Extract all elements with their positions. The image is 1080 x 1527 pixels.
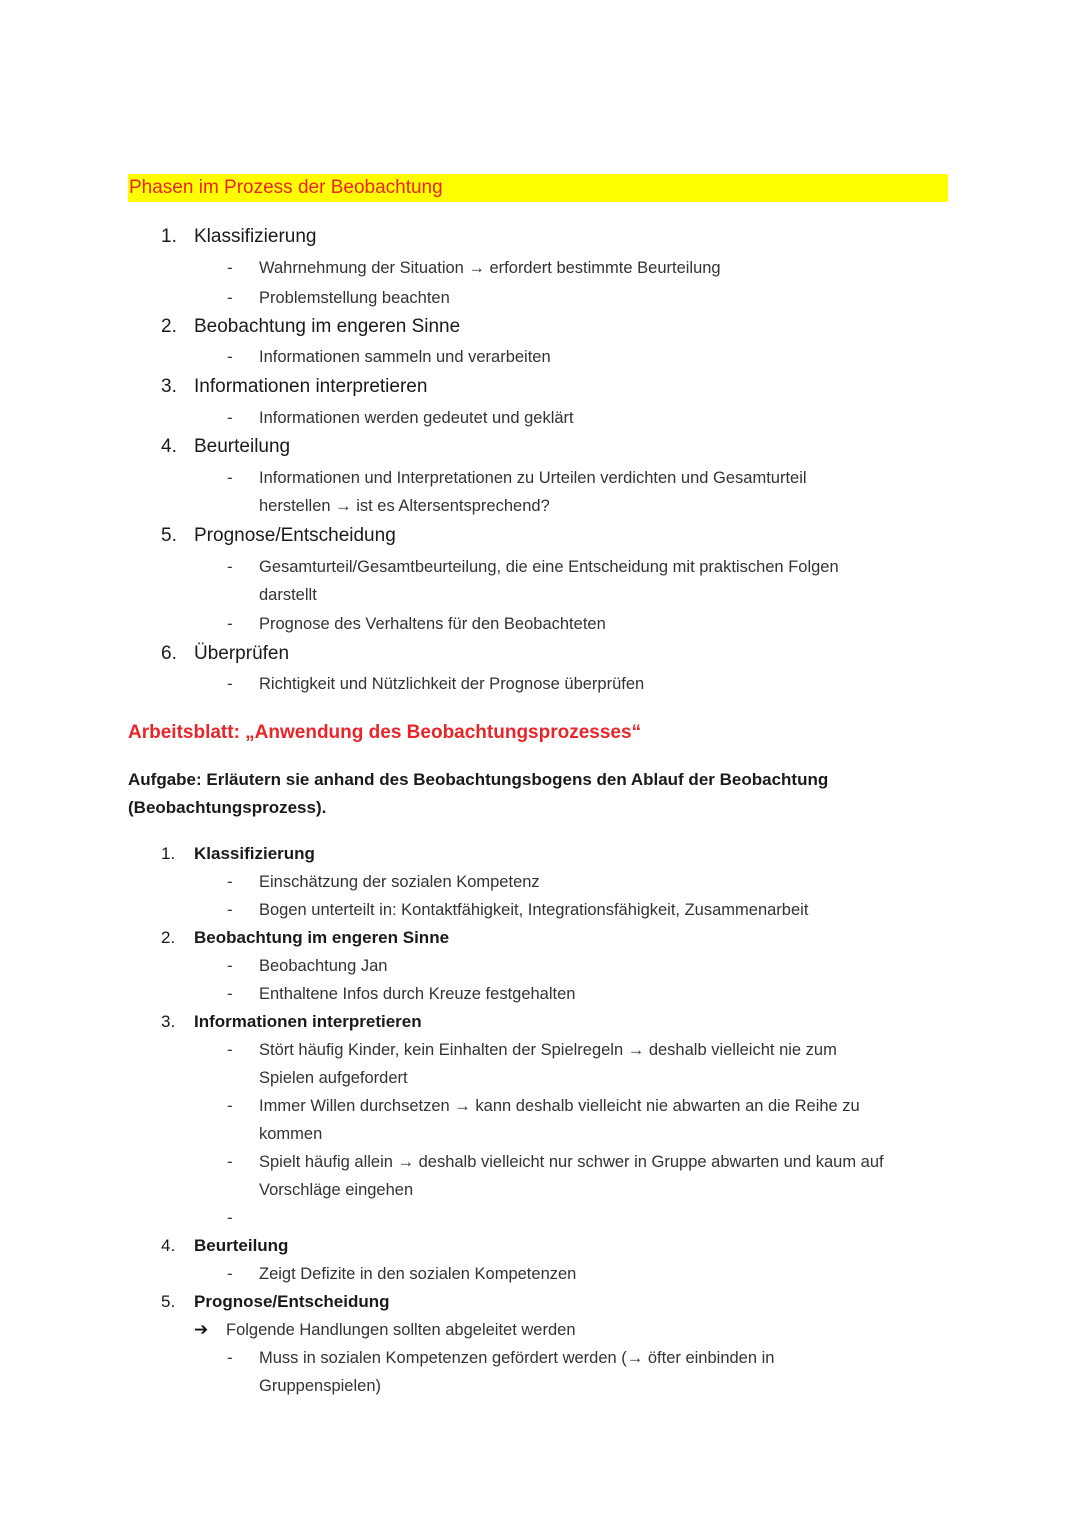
phase-number: 2. xyxy=(161,316,177,337)
list-item-text: Spielt häufig allein → deshalb vielleicht nur schwer in Gruppe abwarten und kaum auf xyxy=(259,1153,884,1171)
phase-title: Prognose/Entscheidung xyxy=(194,525,396,546)
section-heading-phases: Phasen im Prozess der Beobachtung xyxy=(128,174,948,202)
list-item-text: Beobachtung Jan xyxy=(259,957,388,975)
list-item-text: Informationen und Interpretationen zu Urteilen verdichten und Gesamturteil xyxy=(259,469,807,487)
list-item-text: Spielen aufgefordert xyxy=(259,1069,408,1087)
list-item-text: Informationen sammeln und verarbeiten xyxy=(259,348,551,366)
list-item-text: Problemstellung beachten xyxy=(259,289,450,307)
list-dash: - xyxy=(227,984,233,1003)
arrow-bullet-icon: ➔ xyxy=(194,1320,209,1339)
list-dash: - xyxy=(227,1096,233,1115)
list-dash: - xyxy=(227,258,233,277)
list-item-text: darstellt xyxy=(259,586,317,604)
phase-number: 5. xyxy=(161,525,177,546)
list-item-text: kommen xyxy=(259,1125,323,1143)
list-item-text: Muss in sozialen Kompetenzen gefördert werden (→ öfter einbinden in xyxy=(259,1349,775,1367)
phase-title: Beobachtung im engeren Sinne xyxy=(194,928,450,947)
arrow-line-text: Folgende Handlungen sollten abgeleitet werden xyxy=(226,1321,576,1339)
list-dash: - xyxy=(227,557,233,576)
section-heading-worksheet: Arbeitsblatt: „Anwendung des Beobachtungsprozesses“ xyxy=(128,722,642,743)
list-item-text: Wahrnehmung der Situation → erfordert bestimmte Beurteilung xyxy=(259,259,721,277)
list-item-text: Zeigt Defizite in den sozialen Kompetenzen xyxy=(259,1265,577,1283)
list-item-text: Informationen werden gedeutet und geklärt xyxy=(259,409,574,427)
list-dash: - xyxy=(227,288,233,307)
phase-number: 4. xyxy=(161,436,177,457)
list-item-text: Stört häufig Kinder, kein Einhalten der Spielregeln → deshalb vielleicht nie zum xyxy=(259,1041,837,1059)
list-item-text: Enthaltene Infos durch Kreuze festgehalten xyxy=(259,985,576,1003)
list-dash: - xyxy=(227,1264,233,1283)
phase-title: Beurteilung xyxy=(194,436,291,457)
phase-title: Überprüfen xyxy=(194,643,290,664)
list-dash: - xyxy=(227,1348,233,1367)
list-item-text: Richtigkeit und Nützlichkeit der Prognose überprüfen xyxy=(259,675,645,693)
phase-title: Beurteilung xyxy=(194,1236,289,1255)
phase-title: Beobachtung im engeren Sinne xyxy=(194,316,461,337)
list-item-text: Gesamturteil/Gesamtbeurteilung, die eine Entscheidung mit praktischen Folgen xyxy=(259,558,839,576)
list-dash: - xyxy=(227,614,233,633)
task-text-line2: (Beobachtungsprozess). xyxy=(128,798,327,817)
list-item-text: herstellen → ist es Altersentsprechend? xyxy=(259,497,550,515)
list-item-text: Prognose des Verhaltens für den Beobachteten xyxy=(259,615,606,633)
list-item-text: Gruppenspielen) xyxy=(259,1377,381,1395)
phase-number: 1. xyxy=(161,844,176,863)
list-item-text: Bogen unterteilt in: Kontaktfähigkeit, Integrationsfähigkeit, Zusammenarbeit xyxy=(259,901,809,919)
list-dash: - xyxy=(227,872,233,891)
phase-number: 1. xyxy=(161,226,177,247)
phase-title: Prognose/Entscheidung xyxy=(194,1292,390,1311)
phase-number: 5. xyxy=(161,1292,176,1311)
phase-number: 3. xyxy=(161,376,177,397)
phase-number: 4. xyxy=(161,1236,176,1255)
list-dash: - xyxy=(227,408,233,427)
list-dash: - xyxy=(227,1040,233,1059)
list-dash: - xyxy=(227,1152,233,1171)
list-item-text: Einschätzung der sozialen Kompetenz xyxy=(259,873,540,891)
list-dash: - xyxy=(227,900,233,919)
phase-number: 2. xyxy=(161,928,176,947)
list-dash: - xyxy=(227,468,233,487)
phase-title: Informationen interpretieren xyxy=(194,376,428,397)
list-dash: - xyxy=(227,347,233,366)
task-text-line1: Aufgabe: Erläutern sie anhand des Beobachtungsbogens den Ablauf der Beobachtung xyxy=(128,770,829,789)
phase-title: Informationen interpretieren xyxy=(194,1012,422,1031)
phase-number: 6. xyxy=(161,643,177,664)
list-dash: - xyxy=(227,1208,233,1227)
list-item-text: Vorschläge eingehen xyxy=(259,1181,414,1199)
list-dash: - xyxy=(227,956,233,975)
phase-title: Klassifizierung xyxy=(194,226,317,247)
phase-number: 3. xyxy=(161,1012,176,1031)
phase-title: Klassifizierung xyxy=(194,844,315,863)
list-dash: - xyxy=(227,674,233,693)
list-item-text: Immer Willen durchsetzen → kann deshalb vielleicht nie abwarten an die Reihe zu xyxy=(259,1097,860,1115)
